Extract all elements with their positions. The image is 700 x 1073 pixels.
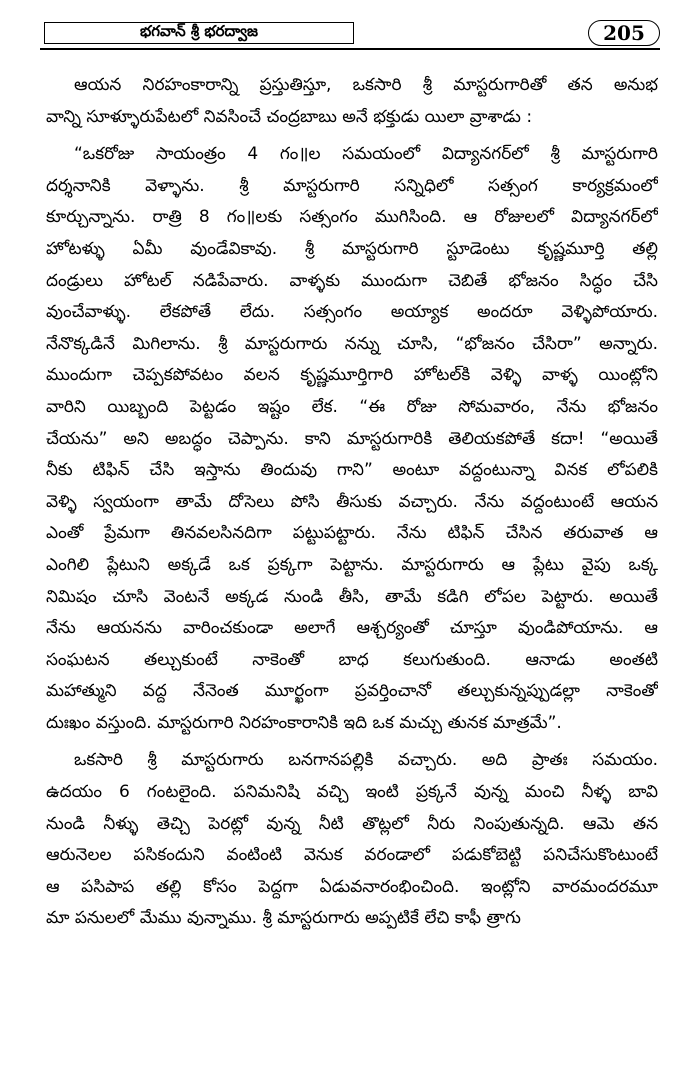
text-line: ఎంతో ప్రేమగా తినవలసినదిగా పట్టుపట్టారు. నేను టిఫిన్ చేసిన తరువాత ఆ bbox=[46, 523, 658, 544]
text-line: ఆ పసిపాప తల్లి కోసం పెద్దగా ఏడువనారంభించింది. ఇంట్లోని వారమందరమూ bbox=[46, 876, 658, 897]
text-line: హోటళ్ళు ఏమీ వుండేవికావు. శ్రీ మాస్టరుగారి స్టూడెంటు కృష్ణమూర్తి తల్లి bbox=[46, 238, 658, 259]
text-line: వాన్ని సూళ్ళూరుపేటలో నివసించే చంద్రబాబు అనే భక్తుడు యిలా వ్రాశాడు : bbox=[46, 106, 533, 127]
text-line: నీకు టిఫిన్ చేసి ఇస్తాను తిందువు గాని” అంటూ వద్దంటున్నా వినక లోపలికి bbox=[46, 460, 658, 481]
paragraph bbox=[46, 70, 658, 133]
header-rule bbox=[40, 48, 660, 50]
text-line: ఎంగిలి ప్లేటుని అక్కడే ఒక ప్రక్కగా పెట్టాను. మాస్టరుగారు ఆ ప్లేటు వైపు ఒక్క bbox=[46, 554, 658, 575]
body-text bbox=[46, 70, 658, 935]
text-line: సంఘటన తల్చుకుంటే నాకెంతో బాధ కలుగుతుంది. ఆనాడు అంతటి bbox=[46, 649, 658, 670]
text-line: ఆయన నిరహంకారాన్ని ప్రస్తుతిస్తూ, ఒకసారి శ్రీ మాస్టరుగారితో తన అనుభ bbox=[74, 75, 658, 95]
text-line: చేయను” అని అబద్ధం చెప్పాను. కాని మాస్టరుగారికి తెలియకపోతే కదా! “అయితే bbox=[46, 428, 658, 449]
paragraph bbox=[46, 745, 658, 935]
text-line: మహాత్ముని వద్ద నేనెంత మూర్ఖంగా ప్రవర్తించానో తల్చుకున్నప్పుడల్లా నాకెంతో bbox=[46, 681, 658, 702]
text-line: నేను ఆయనను వారించకుండా అలాగే ఆశ్చర్యంతో చూస్తూ వుండిపోయాను. ఆ bbox=[46, 618, 658, 639]
text-line: వెళ్ళి స్వయంగా తామే దోసెలు పోసి తీసుకు వచ్చారు. నేను వద్దంటుంటే ఆయన bbox=[46, 491, 658, 512]
text-line: మా పనులలో మేము వున్నాము. శ్రీ మాస్టరుగారు అప్పటికే లేచి కాఫీ త్రాగు bbox=[46, 908, 521, 929]
text-line: దర్శనానికి వెళ్ళాను. శ్రీ మాస్టరుగారి సన్నిధిలో సత్సంగ కార్యక్రమంలో bbox=[46, 175, 658, 196]
text-line: దండ్రులు హోటల్ నడిపేవారు. వాళ్ళకు ముందుగా చెబితే భోజనం సిద్ధం చేసి bbox=[46, 270, 658, 291]
text-line: నుండి నీళ్ళు తెచ్చి పెరట్లో వున్న నీటి తొట్లలో నీరు నింపుతున్నది. ఆమె తన bbox=[46, 813, 658, 834]
book-title: భగవాన్ శ్రీ భరద్వాజ bbox=[44, 22, 354, 44]
running-header bbox=[40, 16, 660, 52]
text-line: ఉదయం 6 గంటలైంది. పనిమనిషి వచ్చి ఇంటి ప్రక్కనే వున్న మంచి నీళ్ళ బావి bbox=[46, 782, 658, 803]
paragraph bbox=[46, 139, 658, 739]
page-number: 205 bbox=[588, 20, 660, 46]
text-line: ఒకసారి శ్రీ మాస్టరుగారు బనగానపల్లికి వచ్చారు. అది ప్రాతః సమయం. bbox=[74, 750, 658, 771]
text-line: కూర్చున్నాను. రాత్రి 8 గం॥లకు సత్సంగం ముగిసింది. ఆ రోజులలో విద్యానగర్‌లో bbox=[46, 207, 658, 228]
text-line: ఆరునెలల పసికందుని వంటింటి వెనుక వరండాలో పడుకోబెట్టి పనిచేసుకొంటుంటే bbox=[46, 845, 658, 866]
text-line: నేనొక్కడినే మిగిలాను. శ్రీ మాస్టరుగారు నన్ను చూసి, “భోజనం చేసిరా” అన్నారు. bbox=[46, 333, 658, 354]
text-line: దుఃఖం వస్తుంది. మాస్టరుగారి నిరహంకారానికి ఇది ఒక మచ్చు తునక మాత్రమే”. bbox=[46, 712, 562, 733]
text-line: వుంచేవాళ్ళు. లేకపోతే లేదు. సత్సంగం అయ్యాక అందరూ వెళ్ళిపోయారు. bbox=[46, 302, 658, 323]
text-line: వారిని యిబ్బంది పెట్టడం ఇష్టం లేక. “ఈ రోజు సోమవారం, నేను భోజనం bbox=[46, 396, 658, 417]
text-line: “ఒకరోజు సాయంత్రం 4 గం॥ల సమయంలో విద్యానగర్‌లో శ్రీ మాస్టరుగారి bbox=[74, 144, 658, 165]
text-line: నిమిషం చూసి వెంటనే అక్కడ నుండి తీసి, తామే కడిగి లోపల పెట్టారు. అయితే bbox=[46, 586, 658, 607]
text-line: ముందుగా చెప్పకపోవటం వలన కృష్ణమూర్తిగారి హోటల్‌కి వెళ్ళి వాళ్ళ యింట్లోని bbox=[46, 365, 658, 386]
